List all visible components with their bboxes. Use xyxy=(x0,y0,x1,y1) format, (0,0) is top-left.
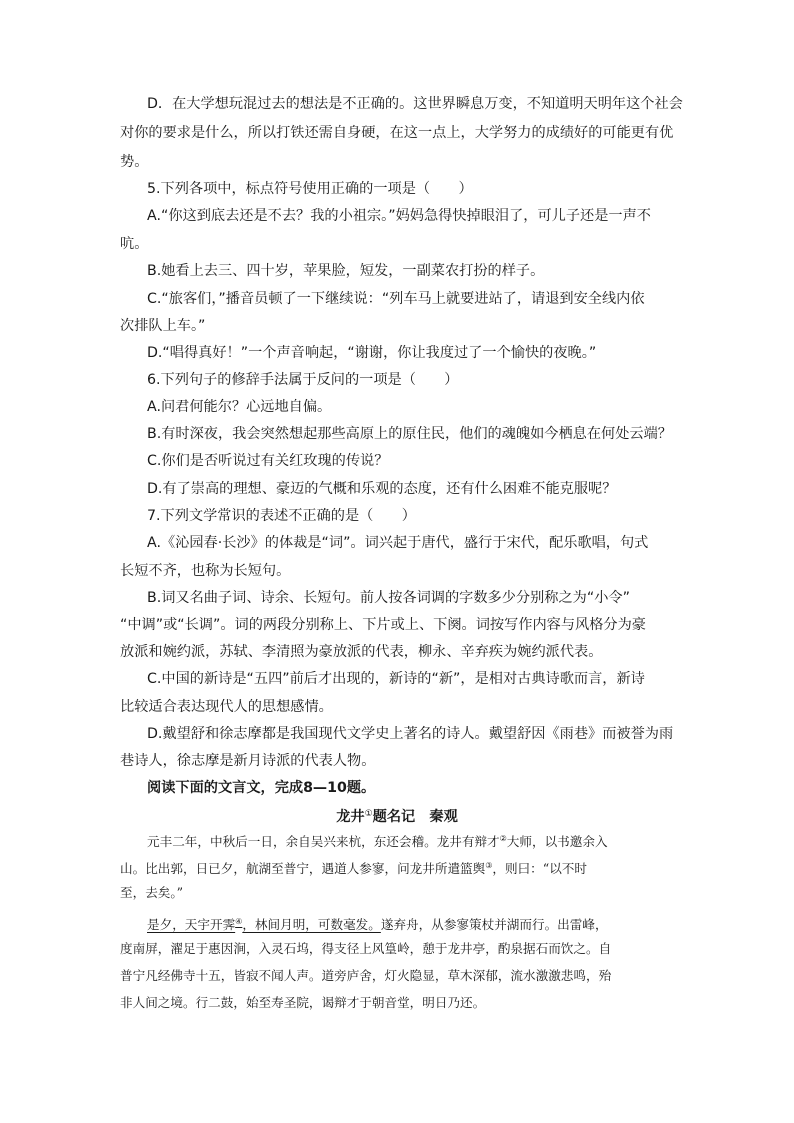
passage-line: 山。比出郭，日已夕，航湖至普宁，遇道人参寥，问龙井所遣篮舆③，则曰：“以不时 xyxy=(120,861,587,876)
footnote-marker: ② xyxy=(499,834,507,843)
text-line: 对你的要求是什么，所以打铁还需自身硬，在这一点上，大学努力的成绩好的可能更有优 xyxy=(120,125,674,141)
text-line: 巷诗人，徐志摩是新月诗派的代表人物。 xyxy=(120,753,376,769)
reading-instruction: 阅读下面的文言文，完成8—10题。 xyxy=(147,780,376,796)
q7-option-a: A.《沁园春·长沙》的体裁是“词”。词兴起于唐代，盛行于宋代，配乐歌唱，句式 xyxy=(147,535,649,551)
q5-stem: 5.下列各项中，标点符号使用正确的一项是（ ） xyxy=(147,181,473,197)
passage-title: 龙井①题名记 秦观 xyxy=(336,809,458,825)
text-line: 比较适合表达现代人的思想感情。 xyxy=(120,699,333,715)
q5-option-b: B.她看上去三、四十岁，苹果脸，短发，一副菜农打扮的样子。 xyxy=(147,263,545,279)
q4-option-d xyxy=(0,94,794,114)
q7-stem: 7.下列文学常识的表述不正确的是（ ） xyxy=(147,508,416,524)
passage-line: 度南屏，濯足于惠因涧，入灵石坞，得支径上风篁岭，憩于龙井亭，酌泉据石而饮之。自 xyxy=(120,941,612,956)
text-line: 势。 xyxy=(120,154,149,170)
footnote-marker: ④ xyxy=(235,917,243,926)
underlined-sentence: ，林间月明，可数毫发。 xyxy=(242,917,381,932)
passage-line: 是夕，天宇开霁④，林间月明，可数毫发。遂弃舟，从参寥策杖并湖而行。出雷峰， xyxy=(147,917,608,932)
footnote-marker: ③ xyxy=(485,861,493,870)
q7-option-c: C.中国的新诗是“五四”前后才出现的，新诗的“新”，是相对古典诗歌而言，新诗 xyxy=(147,671,645,687)
passage-line: 普宁凡经佛寺十五，皆寂不闻人声。道旁庐舍，灯火隐显，草木深郁，流水激激悲鸣，殆 xyxy=(120,968,612,983)
q6-stem: 6.下列句子的修辞手法属于反问的一项是（ ） xyxy=(147,372,459,388)
q6-option-c: C.你们是否听说过有关红玫瑰的传说？ xyxy=(147,453,389,469)
q7-option-b: B.词又名曲子词、诗余、长短句。前人按各词调的字数多少分别称之为“小令” xyxy=(147,590,630,606)
q7-option-d: D.戴望舒和徐志摩都是我国现代文学史上著名的诗人。戴望舒因《雨巷》而被誉为雨 xyxy=(147,726,674,742)
text-line: “中调”或“长调”。词的两段分别称上、下片或上、下阕。词按写作内容与风格分为豪 xyxy=(120,617,646,633)
q5-option-a: A.“你这到底去还是不去？我的小祖宗。”妈妈急得快掉眼泪了，可儿子还是一声不 xyxy=(147,208,651,224)
q5-option-c: C.“旅客们，”播音员顿了一下继续说：“列车马上就要进站了，请退到安全线内依 xyxy=(147,291,645,307)
footnote-marker: ① xyxy=(364,809,373,819)
text-line: 放派和婉约派，苏轼、李清照为豪放派的代表，柳永、辛弃疾为婉约派代表。 xyxy=(120,644,603,660)
q6-option-a: A.问君何能尔？心远地自偏。 xyxy=(147,399,332,415)
passage-line: 至，去矣。” xyxy=(120,885,184,900)
q5-option-d: D.“唱得真好！”一个声音响起，“谢谢，你让我度过了一个愉快的夜晚。” xyxy=(147,345,597,361)
q6-option-d: D.有了崇高的理想、豪迈的气概和乐观的态度，还有什么困难不能克服呢？ xyxy=(147,481,617,497)
text-line: 次排队上车。” xyxy=(120,318,206,334)
underlined-sentence: 是夕，天宇开霁 xyxy=(147,917,236,932)
text-line: 长短不齐，也称为长短句。 xyxy=(120,563,291,579)
passage-line: 非人间之境。行二鼓，始至寿圣院，谒辩才于朝音堂，明日乃还。 xyxy=(120,995,486,1010)
q6-option-b: B.有时深夜，我会突然想起那些高原上的原住民，他们的魂魄如今栖息在何处云端？ xyxy=(147,426,672,442)
text-line: 吭。 xyxy=(120,236,149,252)
text-line: D．在大学想玩混过去的想法是不正确的。这世界瞬息万变，不知道明天明年这个社会 xyxy=(147,96,683,112)
passage-line: 元丰二年，中秋后一日，余自吴兴来杭，东还会稽。龙井有辩才②大师，以书邀余入 xyxy=(147,834,608,849)
